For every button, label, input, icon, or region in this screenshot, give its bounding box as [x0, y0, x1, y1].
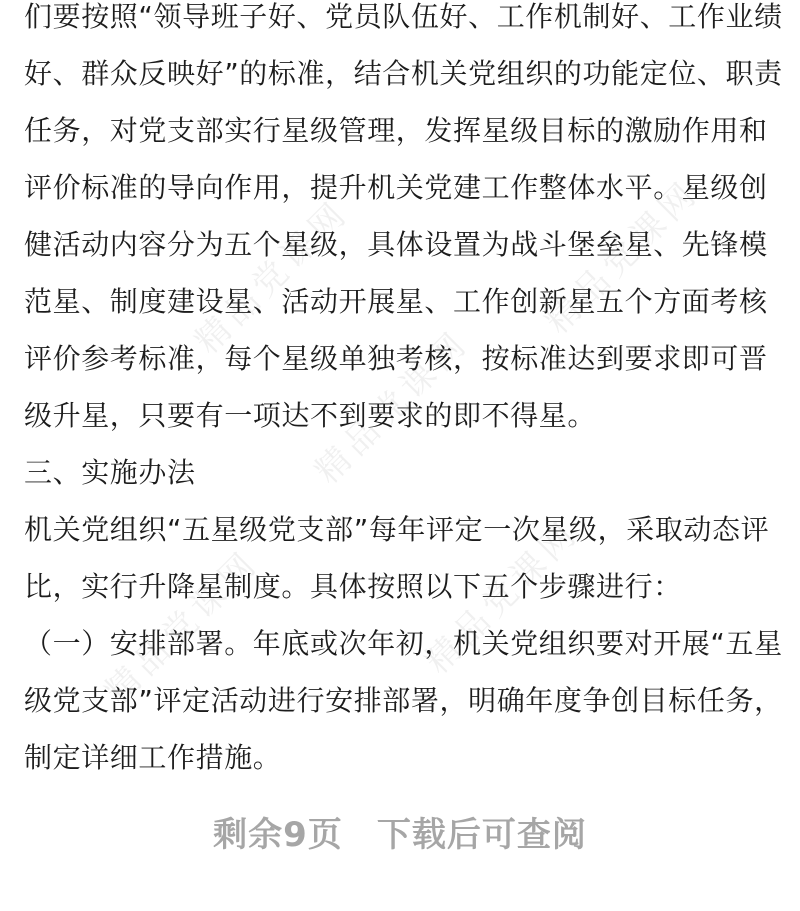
document-body [24, 0, 784, 786]
watermark-text: 精品党课网 [307, 322, 478, 492]
text-line: 任务，对党支部实行星级管理，发挥星级目标的激励作用和 [24, 114, 768, 147]
text-line: 级升星，只要有一项达不到要求的即不得星。 [24, 399, 597, 432]
text-line: 们要按照“领导班子好、党员队伍好、工作机制好、工作业绩 [24, 0, 783, 33]
text-line: 比，实行升降星制度。具体按照以下五个步骤进行： [24, 570, 682, 603]
text-line: 级党支部”评定活动进行安排部署，明确年度争创目标任务， [24, 684, 783, 717]
text-line: 评价参考标准，每个星级单独考核，按标准达到要求即可晋 [24, 342, 768, 375]
text-line: 好、群众反映好”的标准，结合机关党组织的功能定位、职责 [24, 57, 783, 90]
watermark-text: 精品党课网 [187, 192, 358, 362]
text-line: 评价标准的导向作用，提升机关党建工作整体水平。星级创 [24, 171, 768, 204]
download-prompt[interactable] [0, 807, 800, 856]
text-line: 范星、制度建设星、活动开展星、工作创新星五个方面考核 [24, 285, 768, 318]
watermark-text: 精品党课网 [417, 512, 588, 682]
text-line: 制定详细工作措施。 [24, 741, 282, 774]
text-line: （一）安排部署。年底或次年初，机关党组织要对开展“五星 [24, 627, 783, 660]
section-heading: 三、实施办法 [24, 456, 196, 489]
text-line: 健活动内容分为五个星级，具体设置为战斗堡垒星、先锋模 [24, 228, 768, 261]
remaining-pages-text: 剩余9页 [213, 815, 343, 855]
watermark-text: 精品党课网 [97, 542, 268, 712]
download-hint-text: 下载后可查阅 [376, 815, 587, 855]
watermark-text: 精品党课网 [537, 172, 708, 342]
text-line: 机关党组织“五星级党支部”每年评定一次星级，采取动态评 [24, 513, 770, 546]
